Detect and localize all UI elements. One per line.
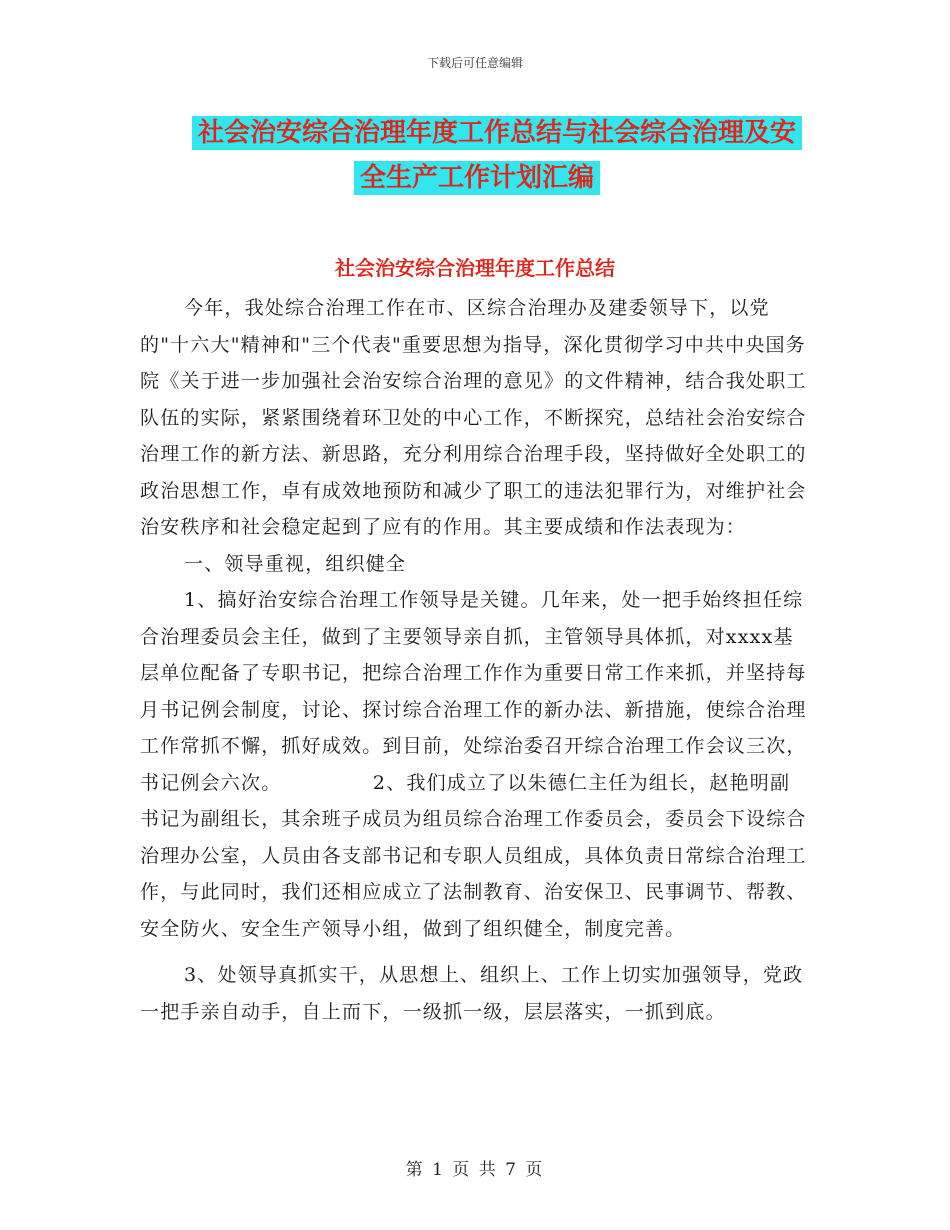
main-title-line-1-text: 社会治安综合治理年度工作总结与社会综合治理及安 — [192, 116, 802, 150]
document-body — [140, 290, 810, 1030]
header-note: 下载后可任意编辑 — [426, 56, 523, 70]
section-heading-1: 一、领导重视，组织健全 — [184, 552, 407, 575]
paragraph-item-3: 3、处领导真抓实干，从思想上、组织上、工作上切实加强领导，党政一把手亲自动手，自上而下，一级抓一级，层层落实，一抓到底。 — [140, 964, 804, 1023]
main-title-line-1 — [192, 112, 812, 149]
section-title: 社会治安综合治理年度工作总结 — [335, 256, 615, 280]
main-title-line-2 — [354, 157, 950, 194]
page-number: 第 1 页 共 7 页 — [405, 1160, 545, 1180]
paragraph-item-1-2: 1、搞好治安综合治理工作领导是关键。几年来，处一把手始终担任综合治理委员会主任，做到了主要领导亲自抓，主管领导具体抓，对xxxx基层单位配备了专职书记，把综合治理工作作为重要日常工作来抓，并坚持每月书记例会制度，讨论、探讨综合治理工作的新办法、新措施，使综合治理工作常抓不懈，抓好成效。到目前，处综治委召开综合治理工作会议三次，书记例会六次。 2、我们成立了以朱德仁主任为组长，赵艳明副书记为副组长，其余班子成员为组员综合治理工作委员会，委员会下设综合治理办公室，人员由各支部书记和专职人员组成，具体负责日常综合治理工作，与此同时，我们还相应成立了法制教育、治安保卫、民事调节、帮教、安全防火、安全生产领导小组，做到了组织健全，制度完善。 — [140, 589, 807, 940]
paragraph-intro: 今年，我处综合治理工作在市、区综合治理办及建委领导下，以党的"十六大"精神和"三个代表"重要思想为指导，深化贯彻学习中共中央国务院《关于进一步加强社会治安综合治理的意见》的文件精神，结合我处职工队伍的实际，紧紧围绕着环卫处的中心工作，不断探究，总结社会治安综合治理工作的新方法、新思路，充分利用综合治理手段，坚持做好全处职工的政治思想工作，卓有成效地预防和减少了职工的违法犯罪行为，对维护社会治安秩序和社会稳定起到了应有的作用。其主要成绩和作法表现为： — [140, 297, 807, 538]
main-title-line-2-text: 全生产工作计划汇编 — [354, 161, 600, 195]
